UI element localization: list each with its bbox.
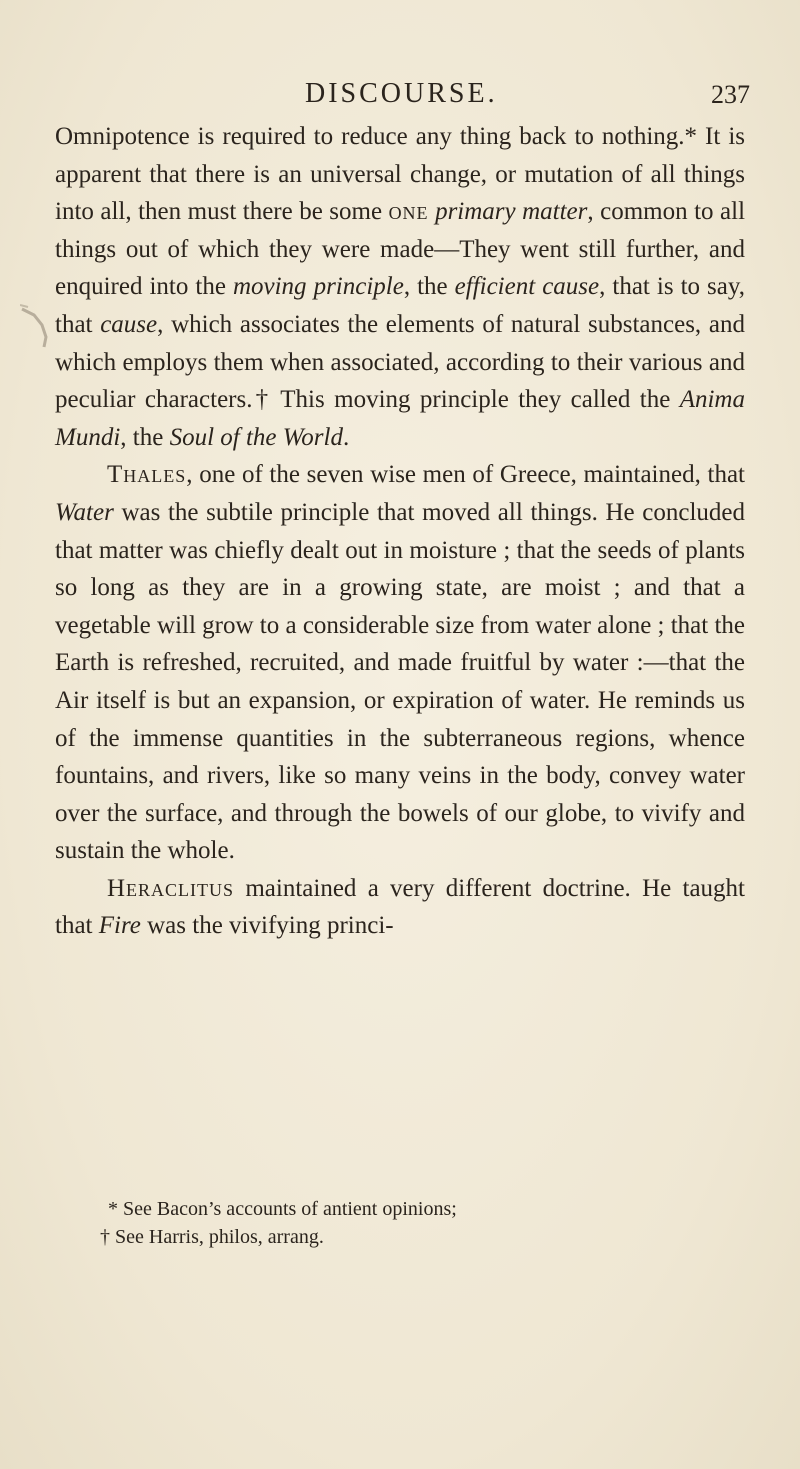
footnotes [100,1195,728,1251]
paragraph-1: Omnipotence is required to reduce any thing back to nothing.* It is apparent that there is an universal change, or mutation of all things into all, then must there be some one primary matter, common to all things out of which they were made—They went still further, and enquired into the moving principle, the efficient cause, that is to say, that cause, which associates the elements of natural substances, and which employs them when associated, according to their various and peculiar characters.† This moving principle they called the Anima Mundi, the Soul of the World. [55,123,746,451]
page-edge-stain [20,303,60,351]
paragraph-2: Thales, one of the seven wise men of Greece, maintained, that Water was the subtile principle that moved all things. He concluded that matter was chiefly dealt out in moisture ; that the seeds of plants so long as they are in a growing state, are moist ; and that a vegetable will grow to a considerable size from water alone ; that the Earth is refreshed, recruited, and made fruitful by water :—that the Air itself is but an expansion, or expiration of water. He reminds us of the immense quantities in the subterraneous regions, whence fountains, and rivers, like so many veins in the body, convey water over the surface, and through the bowels of our globe, to vivify and sustain the whole. [55,461,746,865]
page-number: 237 [711,80,750,109]
body-text [55,118,745,945]
footnote-2: † See Harris, philos, arrang. [100,1226,324,1248]
page-header [305,78,750,110]
running-title: DISCOURSE. [305,78,498,109]
footnote-1: * See Bacon’s accounts of antient opinions; [108,1198,457,1220]
paragraph-3: Heraclitus maintained a very different doctrine. He taught that Fire was the vivifying princi- [55,874,745,940]
